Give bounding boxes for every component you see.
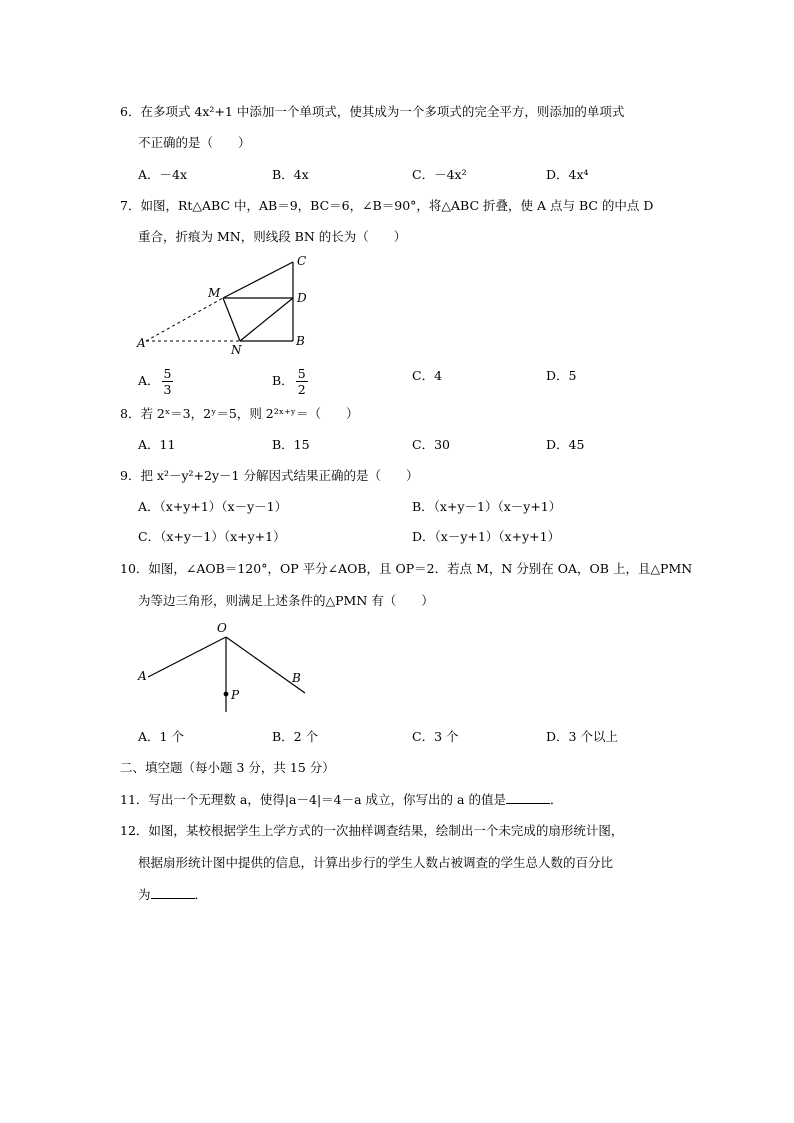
q9-option-c: C．（x+y－1）（x+y+1） [138,529,286,544]
q7-stem-line2: 重合，折痕为 MN，则线段 BN 的长为（ ） [138,229,407,244]
q10-option-c: C．3 个 [412,729,459,744]
q7-option-a-denominator: 3 [163,382,172,397]
q8-stem-line1: 8．若 2ˣ＝3，2ʸ＝5，则 2²ˣ⁺ʸ＝（ ） [120,406,359,421]
q7-option-b-numerator: 5 [297,366,306,381]
q9-option-d: D．（x－y+1）（x+y+1） [412,529,561,544]
q11-text-after: ． [549,792,563,807]
q8-option-a: A．11 [138,437,176,452]
q9-stem-line1: 9．把 x²－y²+2y－1 分解因式结果正确的是（ ） [120,468,419,483]
q7-option-d: D．5 [546,368,577,383]
q7-label-a: A [137,336,146,350]
q10-label-p: P [231,688,240,702]
q8-option-b: B．15 [272,437,310,452]
q7-label-b: B [296,334,305,348]
q10-option-b: B．2 个 [272,729,319,744]
q7-stem-line1: 7．如图，Rt△ABC 中，AB＝9，BC＝6，∠B＝90°，将△ABC 折叠，使 A 点与 BC 的中点 D [120,198,654,213]
q12-answer-blank[interactable] [151,886,195,899]
q7-option-c: C．4 [412,368,443,383]
q8-option-c: C．30 [412,437,450,452]
q9-option-a: A．（x+y+1）（x－y－1） [138,499,288,514]
q7-option-b-prefix: B． [272,373,294,388]
q11-answer-blank[interactable] [506,791,550,804]
q7-option-a-prefix: A． [138,373,160,388]
section2-heading: 二、填空题（每小题 3 分，共 15 分） [120,760,335,775]
q10-label-o: O [217,621,227,635]
q6-option-a: A．－4x [138,167,188,182]
q10-option-a: A．1 个 [138,729,184,744]
q10-label-a: A [138,669,147,683]
q11-stem [120,791,562,808]
q7-label-n: N [231,343,242,357]
q10-stem-line1: 10．如图，∠AOB＝120°，OP 平分∠AOB，且 OP＝2．若点 M，N 分别在 OA，OB 上，且△PMN [120,561,693,576]
q6-option-b: B．4x [272,167,309,182]
q6-stem-line2: 不正确的是（ ） [138,135,251,150]
q10-ray-oa [148,637,226,677]
q7-label-m: M [208,286,221,300]
q11-text-before: 11．写出一个无理数 a，使得|a－4|＝4－a 成立，你写出的 a 的值是 [120,792,506,807]
q12-text-before: 为 [138,887,151,902]
q10-option-d: D．3 个以上 [546,729,618,744]
q8-option-d: D．45 [546,437,585,452]
q7-option-a-numerator: 5 [163,366,172,381]
q7-label-d: D [297,291,307,305]
q10-stem-line2: 为等边三角形，则满足上述条件的△PMN 有（ ） [138,593,434,608]
q7-option-b-denominator: 2 [297,382,306,397]
q12-text-after: ． [194,887,208,902]
q12-stem-line3 [138,886,207,903]
q6-option-c: C．－4x² [412,167,467,182]
q12-stem-line2: 根据扇形统计图中提供的信息，计算出步行的学生人数占被调查的学生总人数的百分比 [138,855,614,870]
q6-stem-line1: 6．在多项式 4x²+1 中添加一个单项式，使其成为一个多项式的完全平方，则添加的单项式 [120,104,625,119]
q6-option-d: D．4x⁴ [546,167,589,182]
q7-label-c: C [297,254,307,268]
q9-option-b: B．（x+y－1）（x－y+1） [412,499,562,514]
q10-point-p [224,692,229,697]
q10-label-b: B [292,671,301,685]
q12-stem-line1: 12．如图，某校根据学生上学方式的一次抽样调查结果，绘制出一个未完成的扇形统计图， [120,823,624,838]
